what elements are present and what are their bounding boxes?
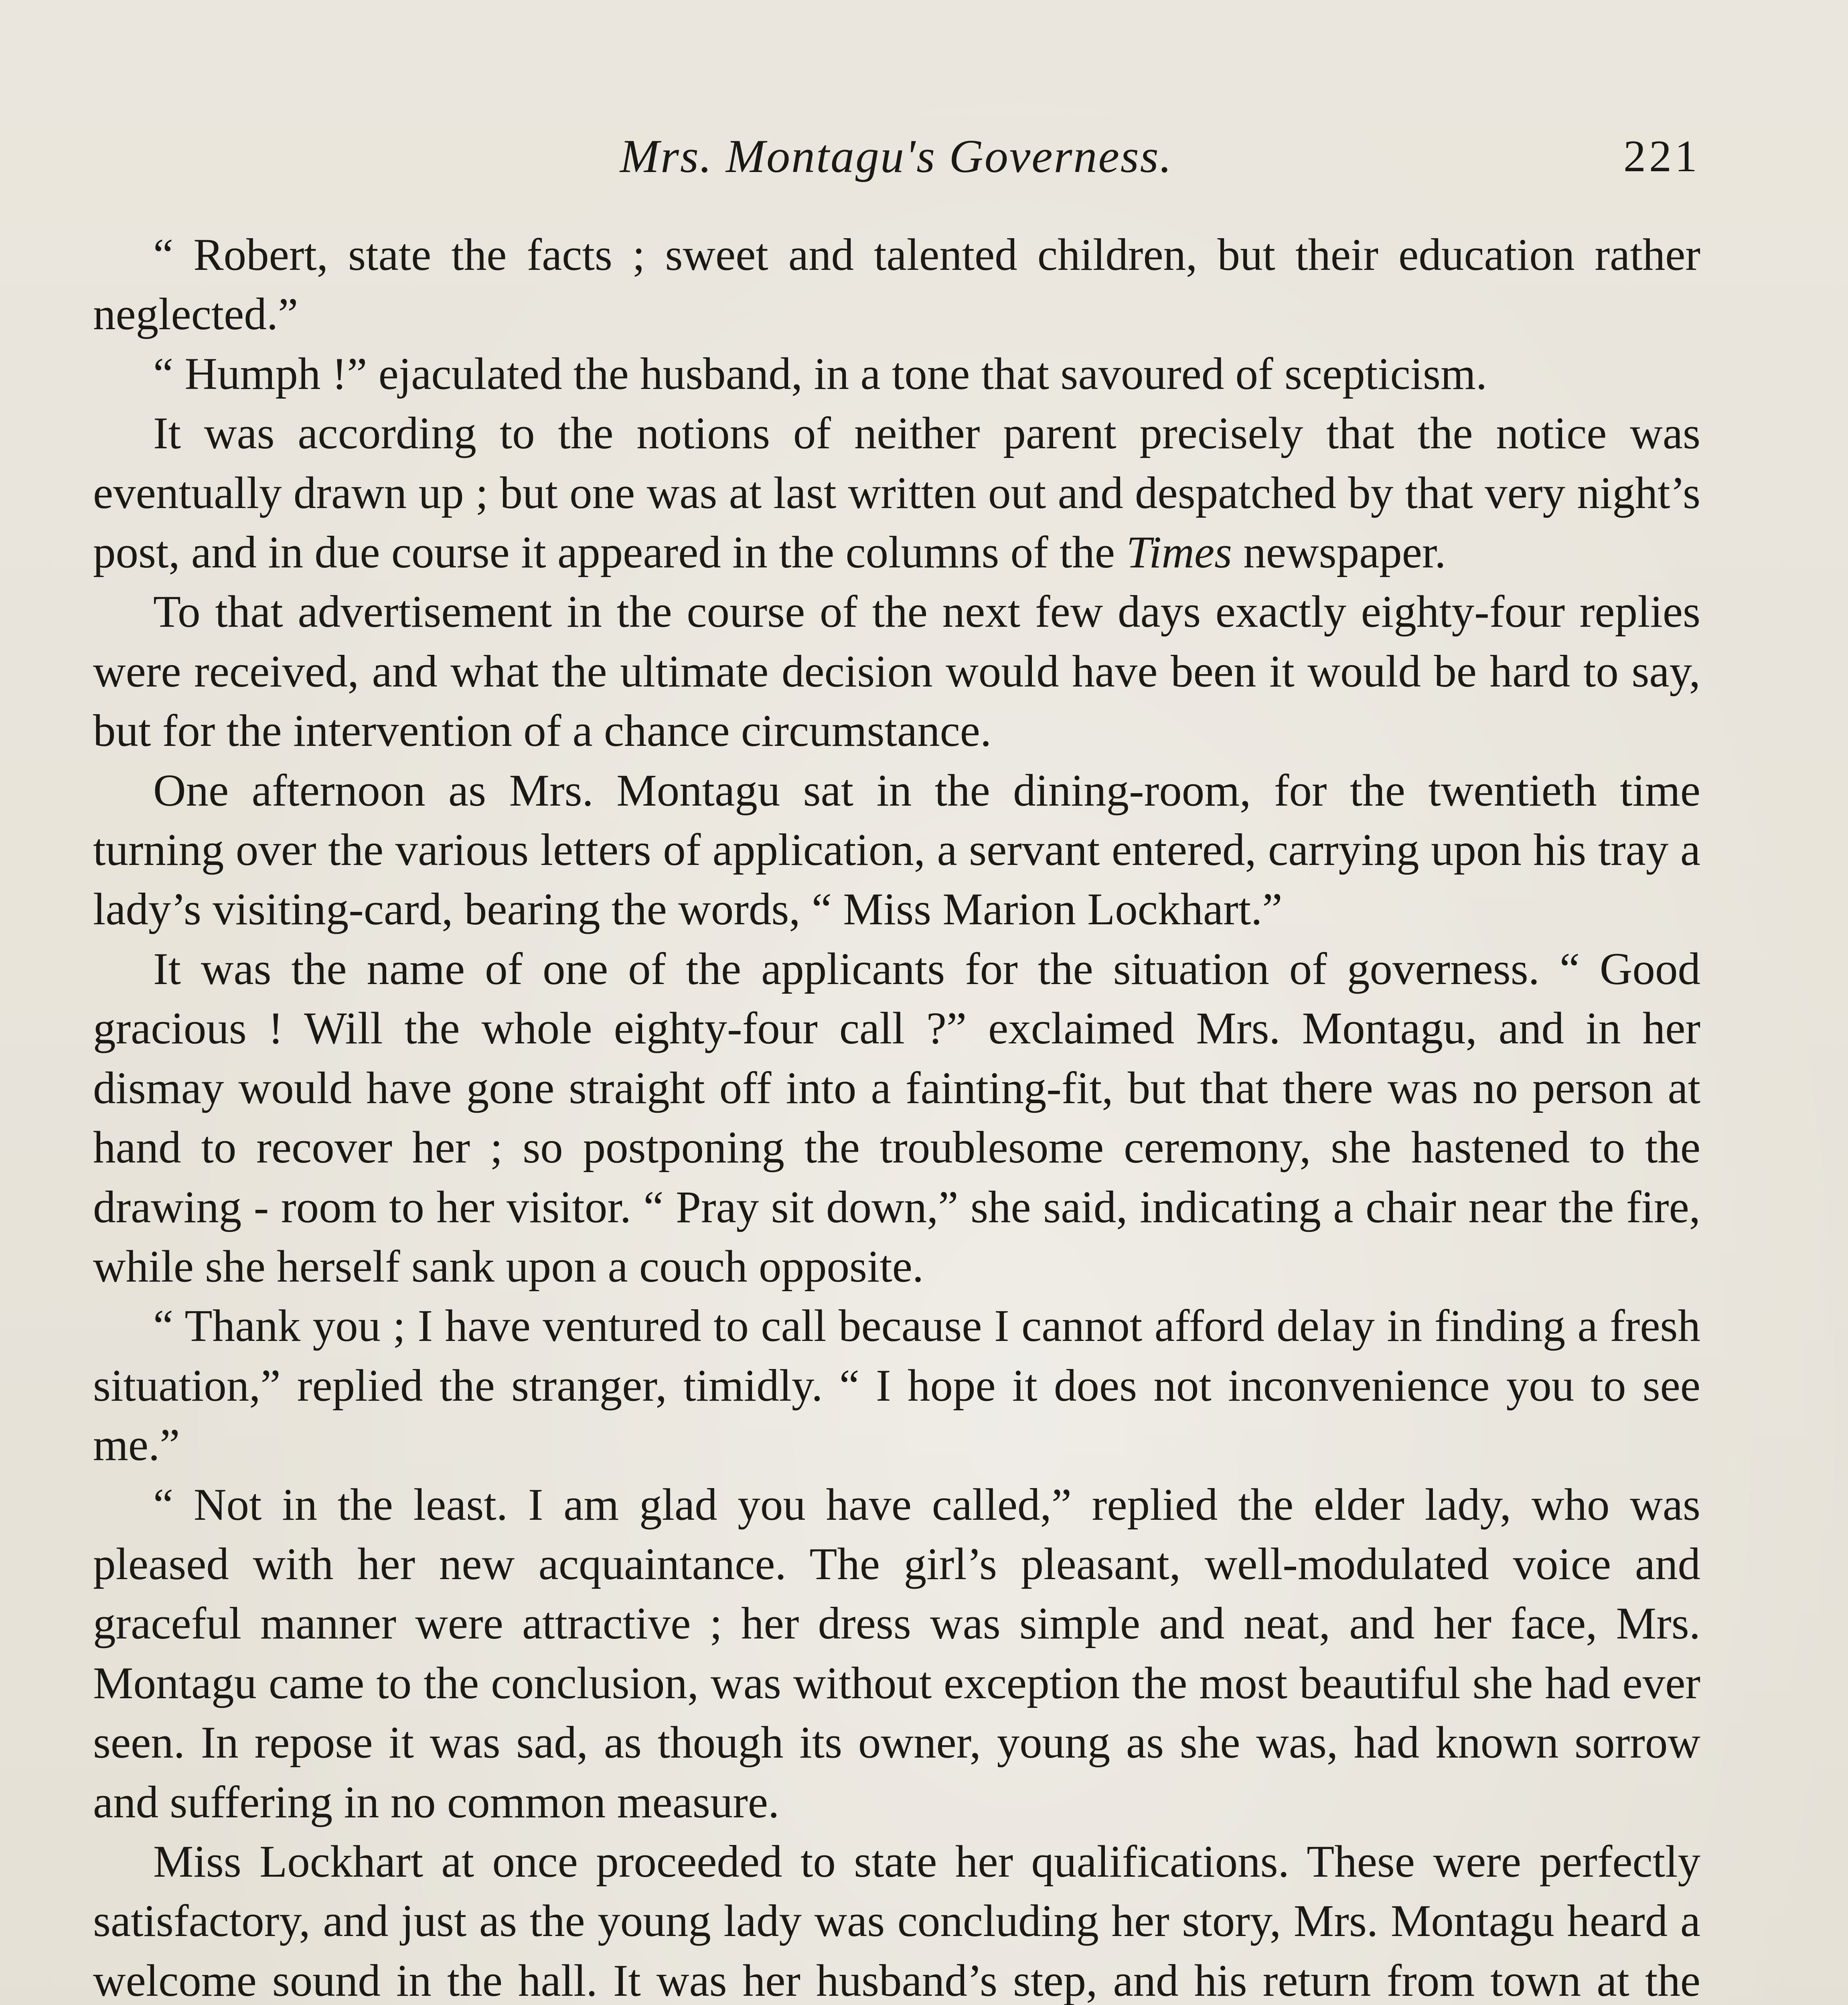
paragraph-text: “ Robert, state the facts ; sweet and talented children, but their education rather neglected.” [93,230,1700,340]
paragraph [93,344,1700,404]
running-title: Mrs. Montagu's Governess. [620,130,1173,182]
paragraph-text: “ Humph !” ejaculated the husband, in a tone that savoured of scepticism. [153,348,1487,399]
paragraph [93,1475,1700,1832]
paragraph-text: It was according to the notions of neither parent precisely that the notice was eventually drawn up ; but one was at last written out and despatched by that very night’s post, and in due course it appeared in the columns of the [93,408,1700,578]
paragraph [93,225,1700,344]
body-text [93,225,1700,2005]
paragraph [93,582,1700,761]
italic-text: Times [1126,527,1232,578]
paragraph-text: “ Thank you ; I have ventured to call because I cannot afford delay in finding a fresh situation,” replied the stranger, timidly. “ I hope it does not inconvenience you to see me.” [93,1301,1700,1470]
paragraph [93,761,1700,940]
paragraph [93,1296,1700,1475]
paragraph-text: It was the name of one of the applicants for the situation of governess. “ Good gracious ! Will the whole eighty-four call ?” exclaimed Mrs. Montagu, and in her dismay would have gone straight off into a fainting-fit, but that there was no person at hand to recover her ; so postponing the troublesome ceremony, she hastened to the drawing - room to her visitor. “ Pray sit down,” she said, indicating a chair near the fire, while she herself sank upon a couch opposite. [93,944,1700,1292]
paragraph-text: To that advertisement in the course of the next few days exactly eighty-four replies were received, and what the ultimate decision would have been it would be hard to say, but for the intervention of a chance circumstance. [93,587,1700,756]
page-number: 221 [1623,132,1700,181]
running-header [92,120,1700,192]
paragraph-text: One afternoon as Mrs. Montagu sat in the dining-room, for the twentieth time turning over the various letters of application, a servant entered, carrying upon his tray a lady’s visiting-card, bearing the words, “ Miss Marion Lockhart.” [93,765,1700,935]
paragraph-text: Miss Lockhart at once proceeded to state her qualifications. These were perfectly satisfactory, and just as the young lady was concluding her story, Mrs. Montagu heard a welcome sound in the hall. It was her husband’s step, and his return from town at the [93,1836,1700,2005]
paragraph [93,404,1700,582]
paragraph [93,940,1700,1296]
paragraph [93,1832,1700,2005]
paragraph-text: newspaper. [1232,527,1446,578]
paragraph-text: “ Not in the least. I am glad you have called,” replied the elder lady, who was pleased with her new acquaintance. The girl’s pleasant, well-modulated voice and graceful manner were attractive ; her dress was simple and neat, and her face, Mrs. Montagu came to the conclusion, was without exception the most beautiful she had ever seen. In repose it was sad, as though its owner, young as she was, had known sorrow and suffering in no common measure. [93,1479,1700,1827]
